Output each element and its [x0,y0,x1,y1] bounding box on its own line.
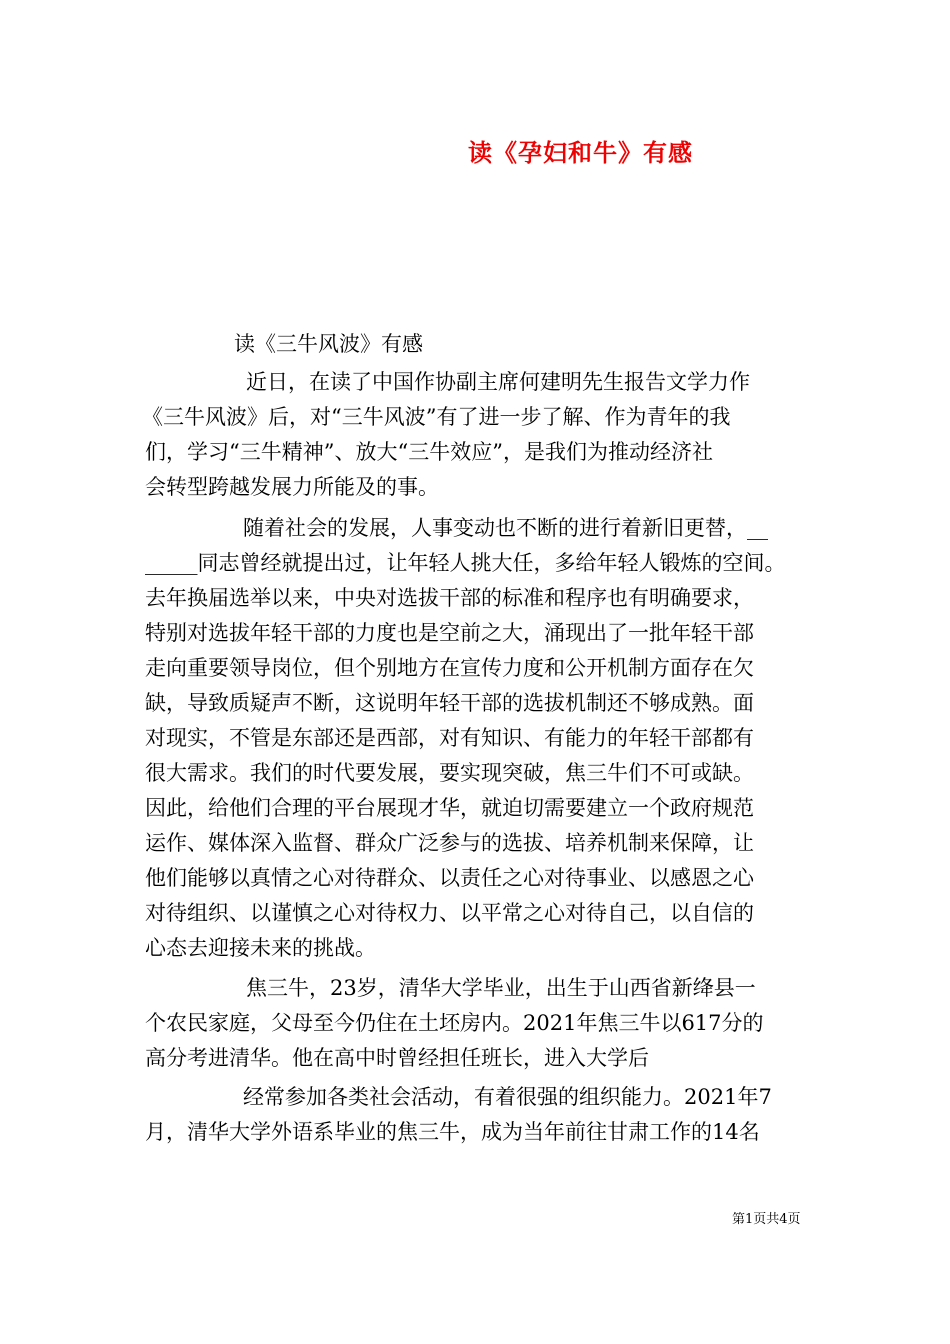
text-line: 《三牛风波》后，对“三牛风波”有了进一步了解、作为青年的我 [142,405,731,429]
text-line: 因此，给他们合理的平台展现才华，就迫切需要建立一个政府规范 [145,796,754,820]
text-line: _____同志曾经就提出过，让年轻人挑大任，多给年轻人锻炼的空间。 [145,551,786,575]
text-line: 高分考进清华。他在高中时曾经担任班长，进入大学后 [145,1046,649,1070]
text-line: 心态去迎接未来的挑战。 [145,936,376,960]
text-line: 对现实，不管是东部还是西部，对有知识、有能力的年轻干部都有 [145,726,754,750]
text-line: 很大需求。我们的时代要发展，要实现突破，焦三牛们不可或缺。 [145,761,754,785]
text-line: 随着社会的发展，人事变动也不断的进行着新旧更替，__ [243,516,768,540]
text-line: 走向重要领导岗位，但个别地方在宣传力度和公开机制方面存在欠 [145,656,754,680]
text-line: 们，学习“三牛精神”、放大“三牛效应”，是我们为推动经济社 [145,440,713,464]
text-line: 月，清华大学外语系毕业的焦三牛，成为当年前往甘肃工作的14名 [145,1120,760,1144]
text-line: 运作、媒体深入监督、群众广泛参与的选拔、培养机制来保障，让 [145,831,754,855]
text-line: 缺，导致质疑声不断，这说明年轻干部的选拔机制还不够成熟。面 [145,691,754,715]
text-line: 会转型跨越发展力所能及的事。 [145,475,439,499]
text-line: 近日，在读了中国作协副主席何建明先生报告文学力作 [246,370,750,394]
text-line: 特别对选拔年轻干部的力度也是空前之大，涌现出了一批年轻干部 [145,621,754,645]
text-line: 个农民家庭，父母至今仍住在土坯房内。2021年焦三牛以617分的 [145,1011,764,1035]
text-line: 对待组织、以谨慎之心对待权力、以平常之心对待自己，以自信的 [145,901,754,925]
text-line: 他们能够以真情之心对待群众、以责任之心对待事业、以感恩之心 [145,866,754,890]
article-subtitle: 读《三牛风波》有感 [234,332,423,356]
text-line: 焦三牛，23岁，清华大学毕业，出生于山西省新绛县一 [246,976,756,1000]
text-line: 去年换届选举以来，中央对选拔干部的标准和程序也有明确要求， [145,586,754,610]
page-number: 第1页共4页 [732,1212,801,1227]
document-title: 读《孕妇和牛》有感 [468,138,693,167]
text-line: 经常参加各类社会活动，有着很强的组织能力。2021年7 [243,1085,772,1109]
